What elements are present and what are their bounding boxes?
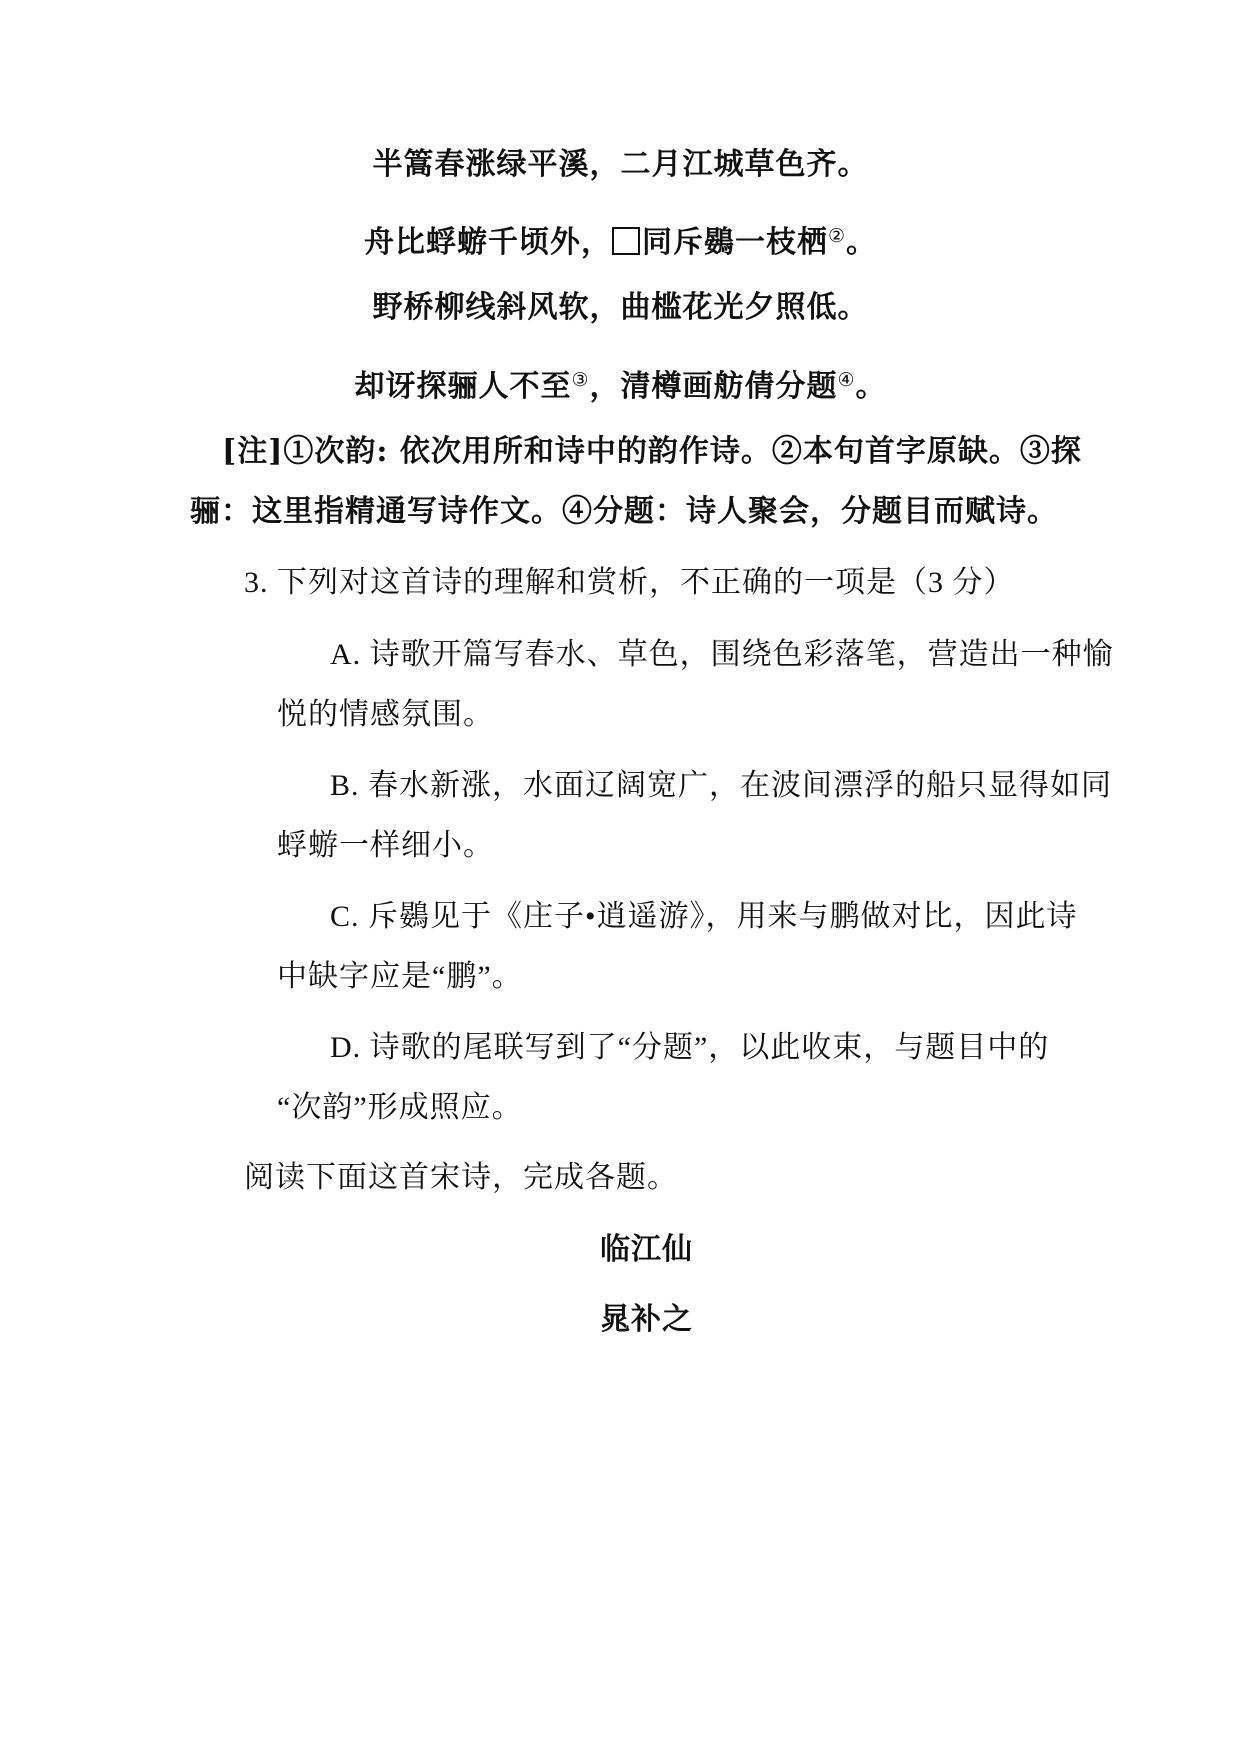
poem-line-1: 半篙春涨绿平溪，二月江城草色齐。: [372, 147, 869, 182]
poem-line-2-end: 。: [846, 225, 878, 260]
poem-line-2: [0, 216, 1241, 263]
option-d-line-1: D. 诗歌的尾联写到了“分题”，以此收束，与题目中的: [330, 1031, 1050, 1064]
poem-line-4: [0, 360, 1241, 407]
missing-character-box: [612, 227, 640, 255]
footnote-marker: ②: [827, 225, 847, 247]
poem-line-2-part-2: 同斥鷃一枝栖: [641, 225, 828, 260]
footnote-marker: ④: [837, 369, 856, 391]
option-c-line-1: C. 斥鷃见于《庄子•逍遥游》，用来与鹏做对比，因此诗: [330, 900, 1078, 933]
poem-line-4-end: 。: [855, 369, 887, 404]
notes-line-2: 骊：这里指精通写诗作文。④分题：诗人聚会，分题目而赋诗。: [190, 494, 1058, 529]
poem-line-4-part-2: ，清樽画舫倩分题: [589, 369, 838, 404]
section-instruction: 阅读下面这首宋诗，完成各题。: [244, 1161, 678, 1194]
option-a-line-2: 悦的情感氛围。: [277, 698, 494, 731]
poem-line-2-part-1: 舟比蜉蝣千顷外，: [363, 225, 612, 260]
poem-author: 晁补之: [600, 1302, 693, 1337]
notes-line-1: [注]①次韵: 依次用所和诗中的韵作诗。②本句首字原缺。③探: [222, 434, 1082, 469]
poem-line-4-part-1: 却讶探骊人不至: [354, 369, 572, 404]
option-a-line-1: A. 诗歌开篇写春水、草色，围绕色彩落笔，营造出一种愉: [330, 638, 1114, 671]
option-b-line-2: 蜉蝣一样细小。: [277, 829, 494, 862]
option-b-line-1: B. 春水新涨，水面辽阔宽广，在波间漂浮的船只显得如同: [330, 769, 1113, 802]
poem-line-3: 野桥柳线斜风软，曲槛花光夕照低。: [372, 290, 869, 325]
option-d-line-2: “次韵”形成照应。: [277, 1091, 523, 1124]
question-stem: 3. 下列对这首诗的理解和赏析，不正确的一项是（3 分）: [244, 566, 1015, 599]
footnote-marker: ③: [571, 369, 590, 391]
poem-title: 临江仙: [600, 1232, 693, 1267]
option-c-line-2: 中缺字应是“鹏”。: [277, 960, 523, 993]
